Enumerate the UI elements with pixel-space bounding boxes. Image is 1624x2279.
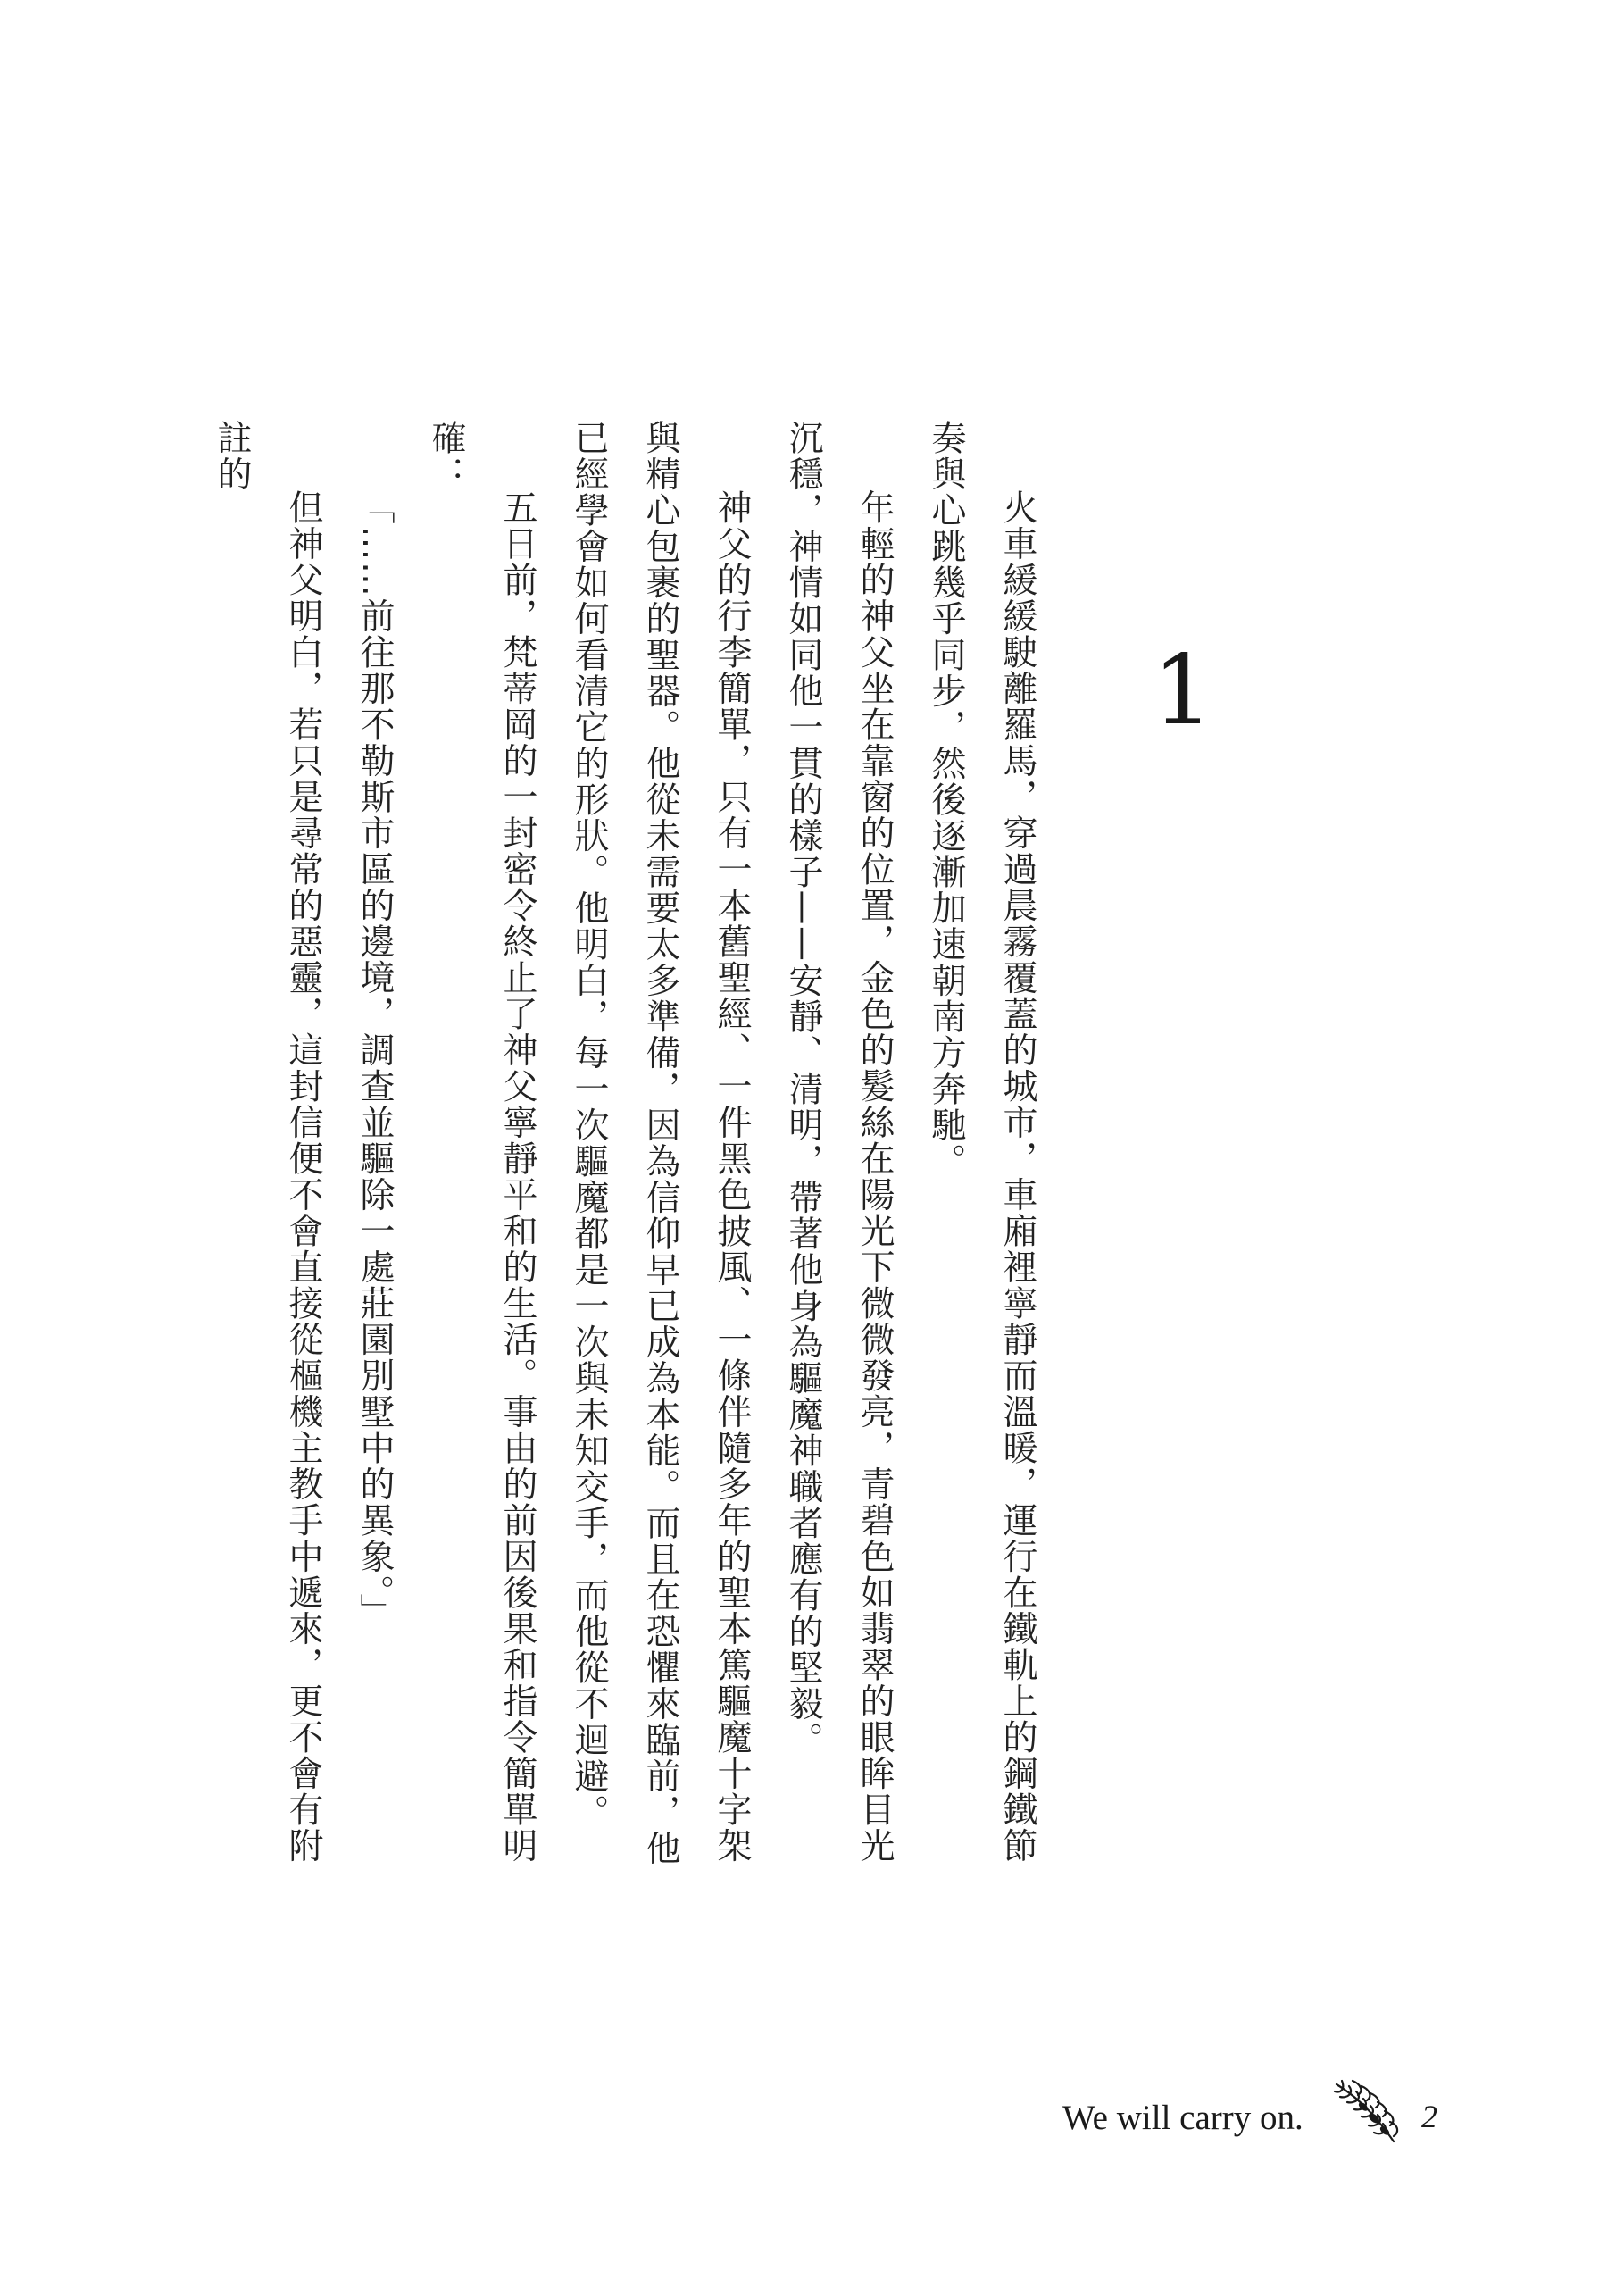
paragraph: 但神父明白，若只是尋常的惡靈，這封信便不會直接從樞機主教手中遞來，更不會有附註的 [212, 420, 323, 1864]
feather-quill-icon [1328, 2077, 1404, 2150]
page-number: 2 [1421, 2099, 1437, 2134]
paragraph: 神父的行李簡單，只有一本舊聖經、一件黑色披風、一條伴隨多年的聖本篤驅魔十字架與精心包裹的聖器。他從未需要太多準備，因為信仰早已成為本能。而且在恐懼來臨前，他已經學會如何看清它的形狀。他明白，每一次驅魔都是一次與未知交手，而他從不迴避。 [569, 420, 752, 1866]
paragraph: 「……前往那不勒斯市區的邊境，調查並驅除一處莊園別墅中的異象。」 [354, 489, 395, 1630]
body-text [196, 420, 1053, 1884]
chapter-number: 1 [1152, 635, 1214, 747]
footer-tagline: We will carry on. [1062, 2099, 1303, 2137]
paragraph: 火車緩緩駛離羅馬，穿過晨霧覆蓋的城市，車廂裡寧靜而溫暖，運行在鐵軌上的鋼鐵節奏與心跳幾乎同步，然後逐漸加速朝南方奔馳。 [926, 420, 1037, 1864]
paragraph: 五日前，梵蒂岡的一封密令終止了神父寧靜平和的生活。事由的前因後果和指令簡單明確： [426, 420, 537, 1864]
paragraph: 年輕的神父坐在靠窗的位置，金色的髮絲在陽光下微微發亮，青碧色如翡翠的眼眸目光沉穩，神情如同他一貫的樣子——安靜、清明，帶著他身為驅魔神職者應有的堅毅。 [783, 420, 895, 1864]
